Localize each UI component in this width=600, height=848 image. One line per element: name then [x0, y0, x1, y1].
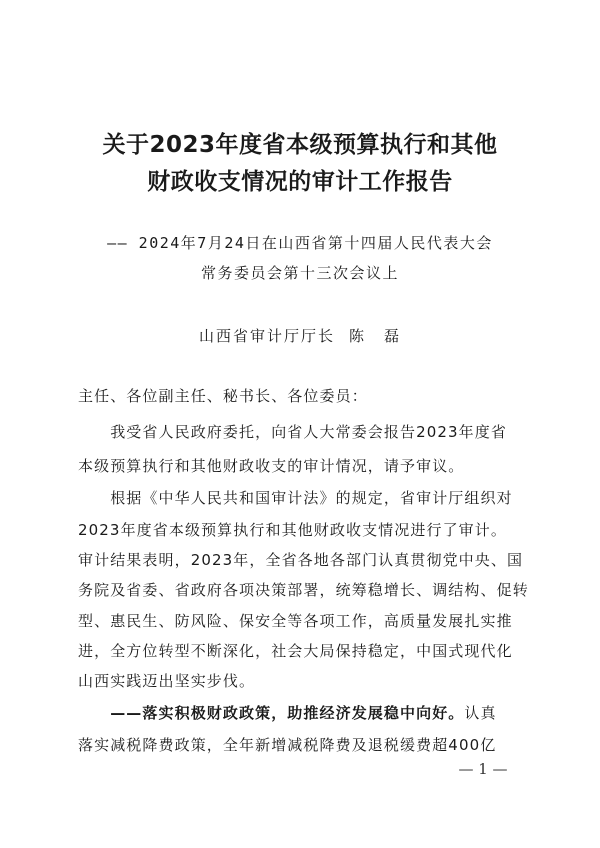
author-name-first: 陈 [348, 327, 366, 345]
paragraph-3-line-1 [78, 702, 530, 724]
paragraph-2-line-3: 审计结果表明，2023年，全省各地各部门认真贯彻党中央、国 [78, 551, 524, 569]
author-name-second: 磊 [384, 327, 402, 345]
report-title-line-1: 关于2023年度省本级预算执行和其他 [102, 132, 498, 158]
paragraph-2-line-2: 2023年度省本级预算执行和其他财政收支情况进行了审计。 [78, 521, 507, 539]
report-title-line-2: 财政收支情况的审计工作报告 [147, 169, 453, 195]
paragraph-2-line-7: 山西实践迈出坚实步伐。 [78, 672, 256, 690]
author-line [0, 325, 600, 347]
paragraph-1-line-1: 我受省人民政府委托，向省人大常委会报告2023年度省 [78, 423, 507, 441]
author-title: 山西省审计厅厅长 [198, 327, 335, 345]
salutation: 主任、各位副主任、秘书长、各位委员： [78, 387, 368, 405]
page-number: — 1 — [458, 760, 508, 778]
paragraph-2-line-6: 进，全方位转型不断深化，社会大局保持稳定，中国式现代化 [78, 642, 513, 660]
report-subtitle-line-2: 常务委员会第十三次会议上 [200, 264, 399, 282]
paragraph-2-line-4: 务院及省委、省政府各项决策部署，统筹稳增长、调结构、促转 [78, 581, 529, 599]
paragraph-3-line-2: 落实减税降费政策，全年新增减税降费及退税缓费超400亿 [78, 736, 497, 754]
report-subtitle-line-1: —— 2024年7月24日在山西省第十四届人民代表大会 [107, 234, 493, 252]
paragraph-1-line-2: 本级预算执行和其他财政收支的审计情况，请予审议。 [78, 457, 465, 475]
paragraph-2-line-1: 根据《中华人民共和国审计法》的规定，省审计厅组织对 [78, 489, 513, 507]
paragraph-2-line-5: 型、惠民生、防风险、保安全等各项工作，高质量发展扎实推 [78, 612, 513, 630]
paragraph-3-text: 认真 [464, 704, 497, 722]
paragraph-3-heading: ——落实积极财政政策，助推经济发展稳中向好。 [78, 704, 465, 722]
